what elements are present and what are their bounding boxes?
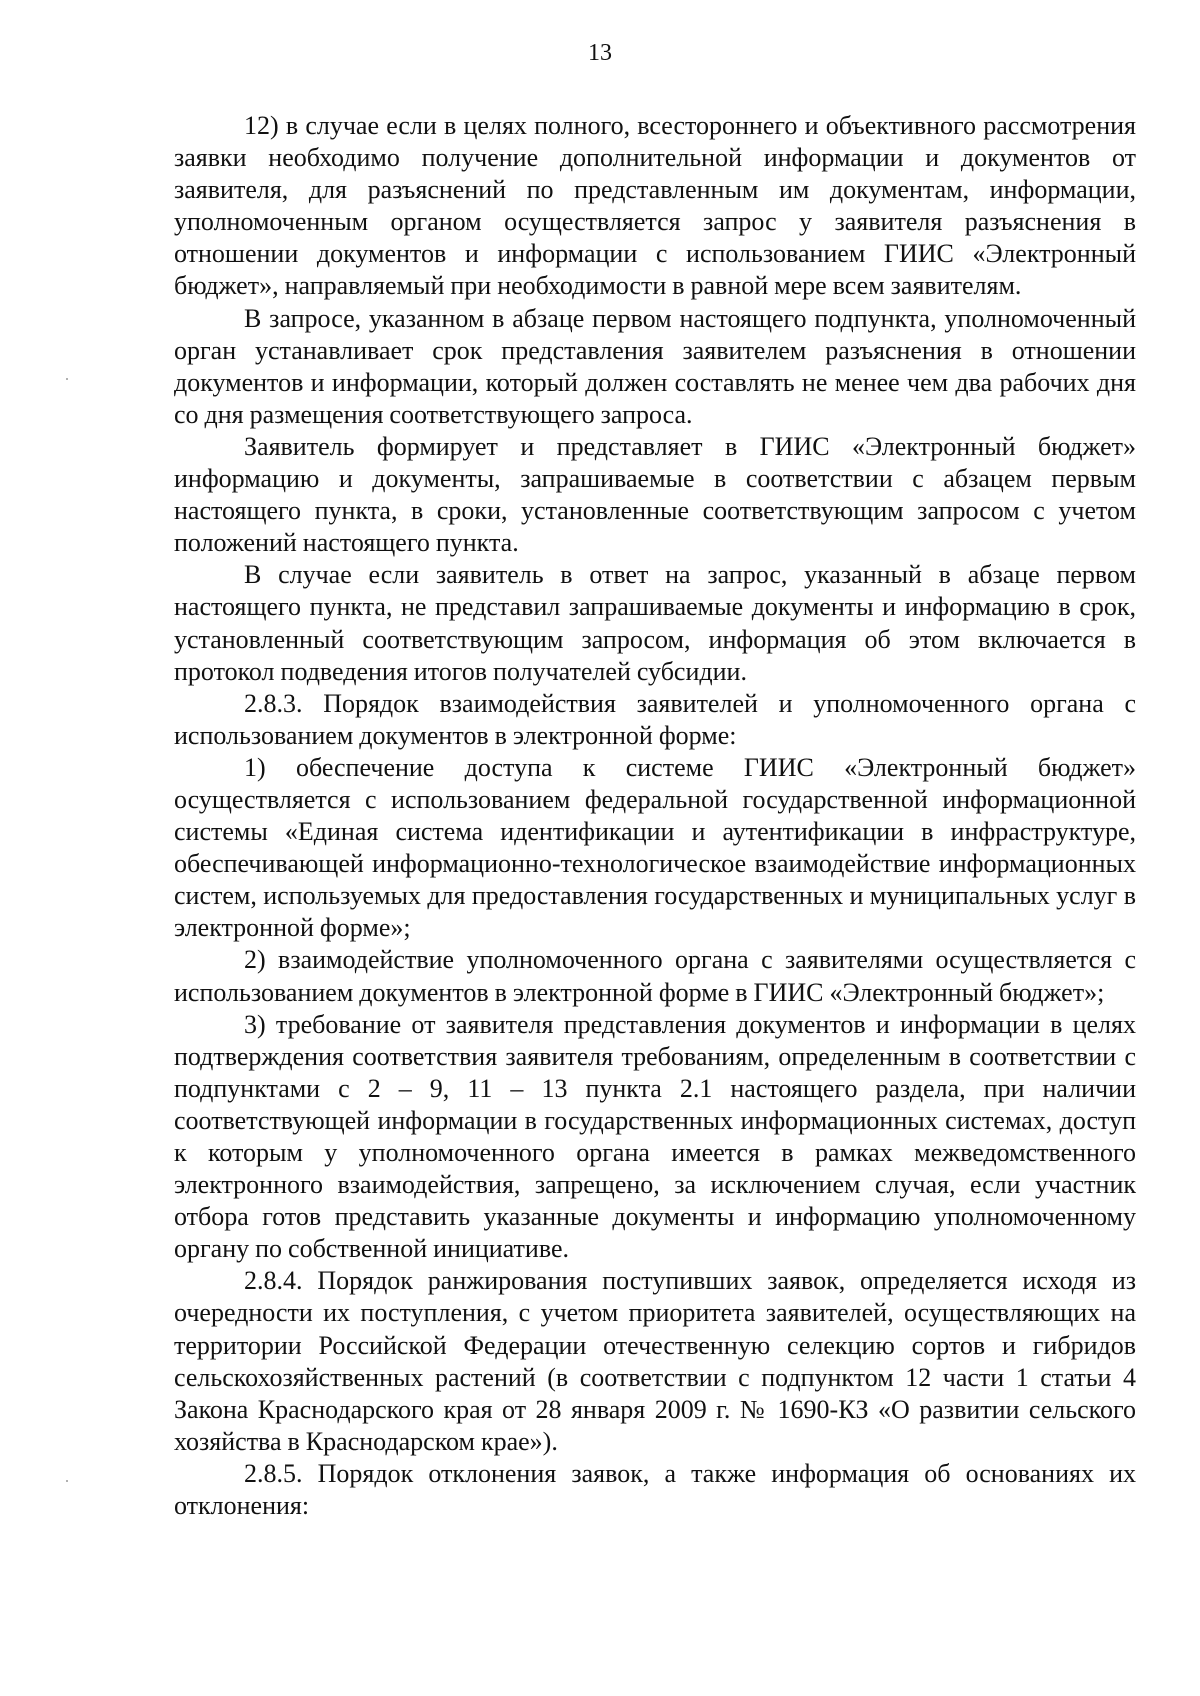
list-item-2: 2) взаимодействие уполномоченного органа с заявителями осуществляется с использованием документов в электронной форме в ГИИС «Электронный бюджет»;	[174, 945, 1136, 1007]
paragraph-no-response: В случае если заявитель в ответ на запрос, указанный в абзаце первом настоящего пункта, не представил запрашиваемые документы и информацию в срок, установленный соответствующим запросом, информация об этом включается в протокол подведения итогов получателей субсидии.	[174, 560, 1136, 686]
paragraph-request-deadline: В запросе, указанном в абзаце первом настоящего подпункта, уполномоченный орган устанавливает срок представления заявителем разъяснения в отношении документов и информации, который должен составлять не менее чем два рабочих дня со дня размещения соответствующего запроса.	[174, 303, 1136, 429]
section-2-8-3: 2.8.3. Порядок взаимодействия заявителей и уполномоченного органа с использованием документов в электронной форме:	[174, 688, 1136, 750]
page-number: 13	[588, 40, 612, 66]
document-body	[174, 110, 1136, 1522]
list-item-1: 1) обеспечение доступа к системе ГИИС «Электронный бюджет» осуществляется с использованием федеральной государственной информационной системы «Единая система идентификации и аутентификации в инфраструктуре, обеспечивающей информационно-технологическое взаимодействие информационных систем, используемых для предоставления государственных и муниципальных услуг в электронной форме»;	[174, 752, 1136, 943]
paragraph-12-request: 12) в случае если в целях полного, всестороннего и объективного рассмотрения заявки необходимо получение дополнительной информации и документов от заявителя, для разъяснений по представленным им документам, информации, уполномоченным органом осуществляется запрос у заявителя разъяснения в отношении документов и информации с использованием ГИИС «Электронный бюджет», направляемый при необходимости в равной мере всем заявителям.	[174, 111, 1136, 301]
section-2-8-4: 2.8.4. Порядок ранжирования поступивших заявок, определяется исходя из очередности их поступления, с учетом приоритета заявителей, осуществляющих на территории Российской Федерации отечественную селекцию сортов и гибридов сельскохозяйственных растений (в соответствии с подпунктом 12 части 1 статьи 4 Закона Краснодарского края от 28 января 2009 г. № 1690-КЗ «О развитии сельского хозяйства в Краснодарском крае»).	[174, 1266, 1136, 1456]
scan-speck	[66, 378, 68, 380]
scan-speck	[66, 1480, 68, 1482]
paragraph-applicant-submits: Заявитель формирует и представляет в ГИИС «Электронный бюджет» информацию и документы, запрашиваемые в соответствии с абзацем первым настоящего пункта, в сроки, установленные соответствующим запросом с учетом положений настоящего пункта.	[174, 431, 1136, 558]
section-2-8-5: 2.8.5. Порядок отклонения заявок, а также информация об основаниях их отклонения:	[174, 1458, 1136, 1521]
list-item-3: 3) требование от заявителя представления документов и информации в целях подтверждения соответствия заявителя требованиям, определенным в соответствии с подпунктами с 2 – 9, 11 – 13 пункта 2.1 настоящего раздела, при наличии соответствующей информации в государственных информационных системах, доступ к которым у уполномоченного органа имеется в рамках межведомственного электронного взаимодействия, запрещено, за исключением случая, если участник отбора готов представить указанные документы и информацию уполномоченному органу по собственной инициативе.	[174, 1009, 1136, 1264]
